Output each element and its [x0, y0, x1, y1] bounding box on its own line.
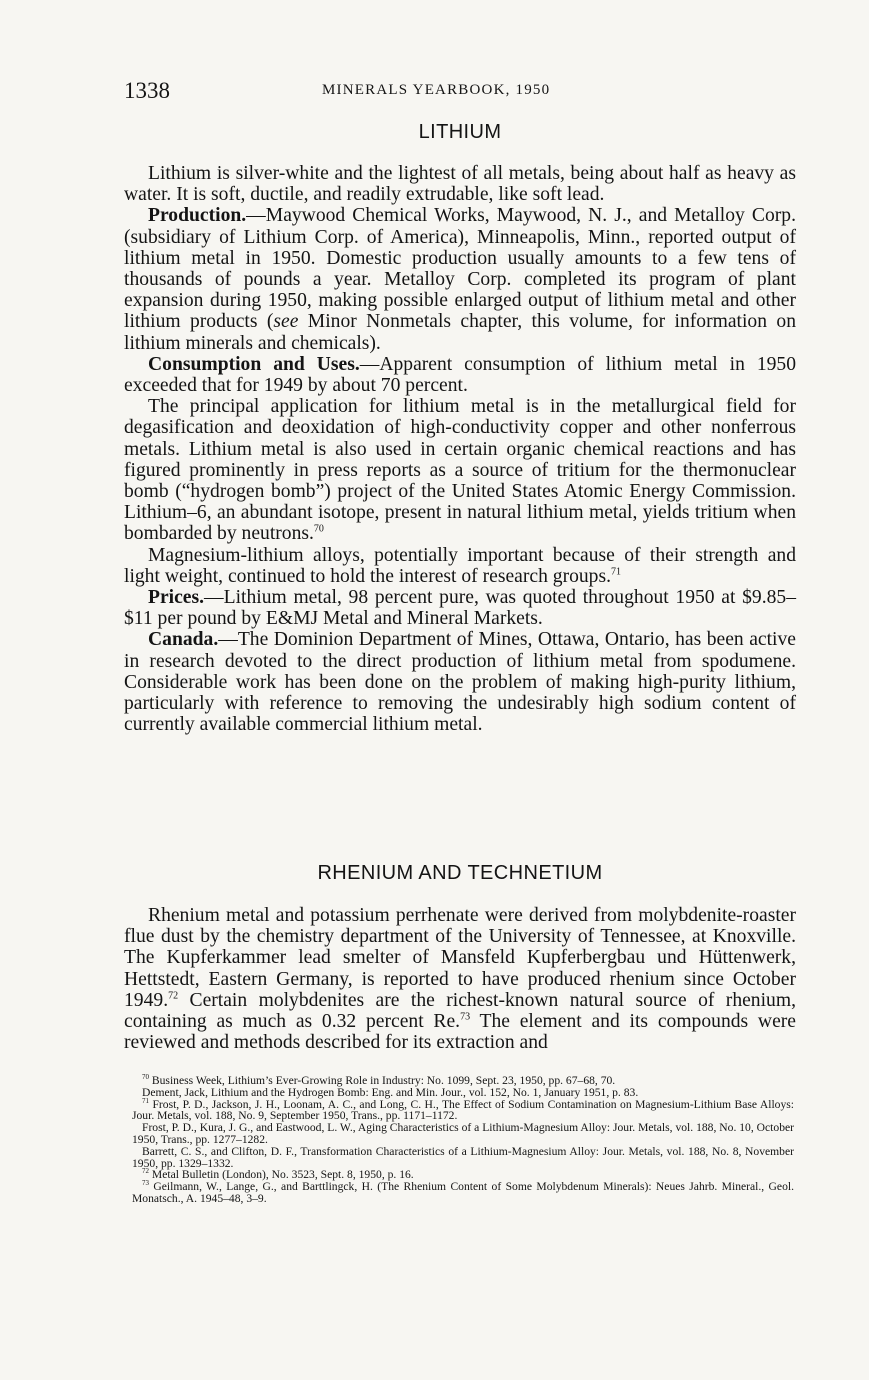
section-title-rhenium: RHENIUM AND TECHNETIUM: [317, 862, 603, 884]
prices-text: —Lithium metal, 98 percent pure, was quoted throughout 1950 at $9.85–$11 per pound by E&MJ Metal and Mineral Markets.: [124, 587, 796, 630]
footnote-text: Frost, P. D., Kura, J. G., and Eastwood, L. W., Aging Characteristics of a Lithium-Magnesium Alloy: Jour. Metals, vol. 188, No. 10, October 1950, Trans., pp. 1277–1282.: [132, 1121, 794, 1146]
production-see: see: [273, 311, 299, 333]
footnote-item: [132, 1096, 794, 1123]
footnote-item: [132, 1122, 794, 1146]
footnote-text: Barrett, C. S., and Clifton, D. F., Transformation Characteristics of a Lithium-Magnesium Alloy: Jour. Metals, vol. 188, No. 8, November 1950, pp. 1329–1332.: [132, 1144, 794, 1170]
lithium-section-body: [124, 163, 796, 735]
consumption-heading: Consumption and Uses.: [148, 353, 360, 375]
footnote-ref-70[interactable]: 70: [313, 523, 324, 535]
rhenium-section-body: [124, 905, 796, 1053]
footnote-number: 73: [142, 1179, 149, 1188]
footnotes: [132, 1075, 794, 1205]
prices-paragraph: [124, 587, 796, 629]
section-title-lithium: LITHIUM: [418, 121, 502, 143]
running-head: MINERALS YEARBOOK, 1950: [322, 82, 551, 98]
footnote-ref-71[interactable]: 71: [611, 566, 622, 578]
canada-paragraph: [124, 629, 796, 735]
footnote-number: 70: [142, 1073, 149, 1082]
canada-heading: Canada.: [148, 629, 219, 651]
magnesium-lithium-text: Magnesium-lithium alloys, potentially important because of their strength and light weight, continued to hold the interest of research groups.: [124, 544, 796, 587]
lithium-intro-paragraph: Lithium is silver-white and the lightest of all metals, being about half as heavy as water. It is soft, ductile, and readily extrudable, like soft lead.: [124, 163, 796, 206]
footnote-text: Dement, Jack, Lithium and the Hydrogen Bomb: Eng. and Min. Jour., vol. 152, No. 1, January 1951, p. 83.: [142, 1085, 639, 1099]
footnote-text: Business Week, Lithium’s Ever-Growing Role in Industry: No. 1099, Sept. 23, 1950, pp. 67–68, 70.: [149, 1074, 616, 1087]
rhenium-text-2: Certain molybdenites are the richest-known natural source of rhenium, containing as much as 0.32 percent Re.: [124, 989, 796, 1033]
footnote-text: Frost, P. D., Jackson, J. H., Loonam, A. C., and Long, C. H., The Effect of Sodium Contamination on Magnesium-Lithium Base Alloys: Jour. Metals, vol. 188, No. 9, September 1950, Trans., pp. 1171–1172.: [132, 1097, 794, 1123]
prices-heading: Prices.: [148, 587, 205, 609]
principal-application-text: The principal application for lithium metal is in the metallurgical field for degasification and deoxidation of high-conductivity copper and other nonferrous metals. Lithium metal is also used in certain organic chemical reactions and has figured prominently in press reports as a source of tritium for the thermonuclear bomb (“hydrogen bomb”) project of the United States Atomic Energy Commission. Lithium–6, an abundant isotope, present in natural lithium metal, yields tritium when bombarded by neutrons.: [124, 396, 796, 545]
rhenium-paragraph: [124, 905, 796, 1053]
footnote-item: [132, 1181, 794, 1205]
magnesium-lithium-paragraph: [124, 545, 796, 587]
canada-text: —The Dominion Department of Mines, Ottawa, Ontario, has been active in research devoted to the direct production of lithium metal from spodumene. Considerable work has been done on the problem of making high-purity lithium, particularly with reference to removing the undesirably high sodium content of currently available commercial lithium metal.: [124, 629, 796, 736]
footnote-ref-73[interactable]: 73: [460, 1011, 471, 1023]
page-header: [124, 78, 796, 104]
footnote-text: Metal Bulletin (London), No. 3523, Sept. 8, 1950, p. 16.: [149, 1168, 414, 1182]
consumption-text: —Apparent consumption of lithium metal in 1950 exceeded that for 1949 by about 70 percent.: [124, 353, 797, 397]
production-paragraph: [124, 205, 796, 353]
rhenium-text-1: Rhenium metal and potassium perrhenate were derived from molybdenite-roaster flue dust by the chemistry department of the University of Tennessee, at Knoxville. The Kupferkammer lead smelter of Mansfeld Kupferbergbau und Hüttenwerk, Hettstedt, Eastern Germany, is reported to have produced rhenium since October 1949.: [124, 905, 796, 1011]
production-text-1: —Maywood Chemical Works, Maywood, N. J., and Metalloy Corp. (subsidiary of Lithium Corp. of America), Minneapolis, Minn., reported output of lithium metal in 1950. Domestic production usually amounts to a few tens of thousands of pounds a year. Metalloy Corp. completed its program of plant expansion during 1950, making possible enlarged output of lithium metal and other lithium products (: [124, 205, 796, 333]
footnote-number: 72: [142, 1167, 149, 1176]
footnote-item: [132, 1146, 794, 1170]
rhenium-text-3: The element and its compounds were reviewed and methods described for its extraction and: [124, 1011, 796, 1054]
production-text-2: Minor Nonmetals chapter, this volume, for information on lithium minerals and chemicals).: [124, 311, 796, 354]
footnote-ref-72[interactable]: 72: [168, 990, 179, 1002]
footnote-text: Geilmann, W., Lange, G., and Barttlingck, H. (The Rhenium Content of Some Molybdenum Minerals): Neues Jahrb. Mineral., Geol. Monatsch., A. 1945–48, 3–9.: [132, 1180, 794, 1205]
production-heading: Production.: [148, 205, 247, 227]
principal-application-paragraph: [124, 396, 796, 544]
page-number: 1338: [124, 78, 170, 103]
consumption-paragraph: [124, 354, 796, 396]
footnote-number: 71: [142, 1096, 149, 1105]
